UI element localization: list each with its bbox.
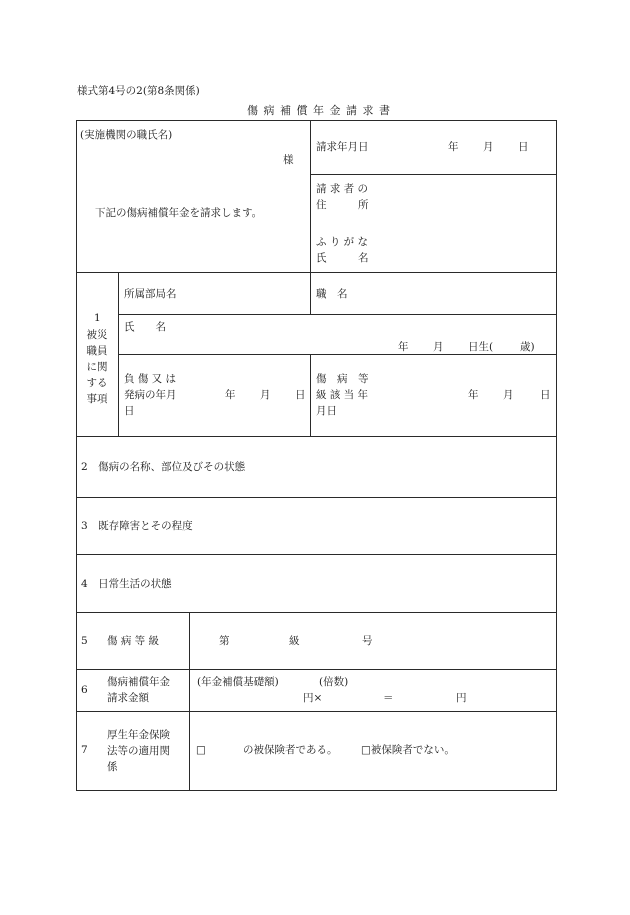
- furigana-label: ふ り が な: [316, 236, 369, 248]
- injury-date-label-line2: 発病の年月: [124, 389, 177, 401]
- section7-label-line2: 法等の適用関: [107, 745, 170, 757]
- grade-date-label-line1: 傷 病 等: [316, 373, 369, 385]
- row-divider: [118, 314, 557, 315]
- table-border-top: [76, 120, 557, 121]
- row-divider: [310, 174, 557, 175]
- grade-date-month: 月: [503, 389, 514, 401]
- row-divider: [76, 272, 557, 273]
- injury-date-year: 年: [225, 389, 236, 401]
- side-label-line: 職員: [86, 345, 108, 357]
- row-divider: [76, 554, 557, 555]
- section5-label: 傷 病 等 級: [107, 635, 160, 647]
- result-yen: 円: [456, 692, 467, 704]
- row-divider: [76, 436, 557, 437]
- request-date-month: 月: [483, 141, 494, 153]
- side-label-line: に関: [86, 361, 108, 373]
- grade-date-year: 年: [468, 389, 479, 401]
- grade-dai: 第: [219, 635, 230, 647]
- grade-date-label-line2: 級 該 当 年: [316, 389, 369, 401]
- multiplier-label: (倍数): [319, 676, 349, 688]
- age-label: 歳): [520, 341, 535, 353]
- section7-number: 7: [81, 744, 88, 756]
- section4-label: 4 日常生活の状態: [81, 578, 172, 590]
- col-divider: [118, 272, 119, 437]
- col-divider: [310, 354, 311, 437]
- not-insured-option[interactable]: □被保険者でない。: [361, 744, 455, 756]
- request-statement: 下記の傷病補償年金を請求します。: [95, 207, 263, 219]
- birth-year: 年: [398, 341, 409, 353]
- equals-sign: ＝: [383, 692, 394, 704]
- employee-name-label: 氏 名: [124, 321, 166, 333]
- grade-date-wrap: 月日: [316, 405, 337, 417]
- agency-label: (実施機関の職氏名): [80, 129, 173, 141]
- row-divider: [76, 711, 557, 712]
- section6-label-line1: 傷病補償年金: [107, 676, 170, 688]
- table-border-right: [556, 120, 557, 791]
- page-title: 傷 病 補 償 年 金 請 求 書: [247, 104, 391, 117]
- col-divider: [310, 120, 311, 273]
- injury-date-label-line1: 負 傷 又 は: [124, 373, 177, 385]
- side-label-line: 事項: [86, 393, 108, 405]
- grade-kyu: 級: [289, 635, 300, 647]
- row-divider: [118, 354, 557, 355]
- grade-date-day: 日: [540, 389, 551, 401]
- request-date-label: 請求年月日: [316, 141, 369, 153]
- base-amount-label: (年金補償基礎額): [197, 676, 279, 688]
- side-label-line: する: [86, 377, 108, 389]
- birth-month: 月: [433, 341, 444, 353]
- birth-day-born: 日生(: [468, 341, 494, 353]
- section7-label-line3: 係: [107, 761, 118, 773]
- job-title-label: 職 名: [316, 288, 348, 300]
- sama-label: 様: [283, 154, 294, 166]
- col-divider: [189, 612, 190, 791]
- row-divider: [76, 497, 557, 498]
- injury-date-day-wrap: 日: [124, 405, 135, 417]
- section3-label: 3 既存障害とその程度: [81, 520, 193, 532]
- form-number: 様式第4号の2(第8条関係): [77, 85, 200, 97]
- insured-checkbox[interactable]: □: [196, 744, 206, 756]
- section2-label: 2 傷病の名称、部位及びその状態: [81, 461, 246, 473]
- insured-option-label: の被保険者である。: [243, 744, 338, 756]
- side-label-line: 被災: [86, 329, 108, 341]
- request-date-day: 日: [518, 141, 529, 153]
- row-divider: [76, 669, 557, 670]
- address-label-line1: 請 求 者 の: [316, 183, 369, 195]
- row-divider: [76, 612, 557, 613]
- section1-number: 1: [94, 312, 101, 324]
- address-label-line2: 住 所: [316, 199, 369, 211]
- section5-number: 5: [81, 635, 88, 647]
- table-border-bottom: [76, 790, 557, 791]
- injury-date-month: 月: [260, 389, 271, 401]
- table-border-left: [76, 120, 77, 791]
- section7-label-line1: 厚生年金保険: [107, 729, 170, 741]
- section1-side-label: [84, 327, 110, 407]
- claimant-name-label: 氏 名: [316, 252, 369, 264]
- injury-date-day: 日: [295, 389, 306, 401]
- section6-label-line2: 請求金額: [107, 692, 149, 704]
- request-date-year: 年: [448, 141, 459, 153]
- yen-times: 円×: [303, 692, 323, 704]
- grade-go: 号: [362, 635, 373, 647]
- col-divider: [310, 272, 311, 315]
- section6-number: 6: [81, 684, 88, 696]
- department-label: 所属部局名: [124, 288, 177, 300]
